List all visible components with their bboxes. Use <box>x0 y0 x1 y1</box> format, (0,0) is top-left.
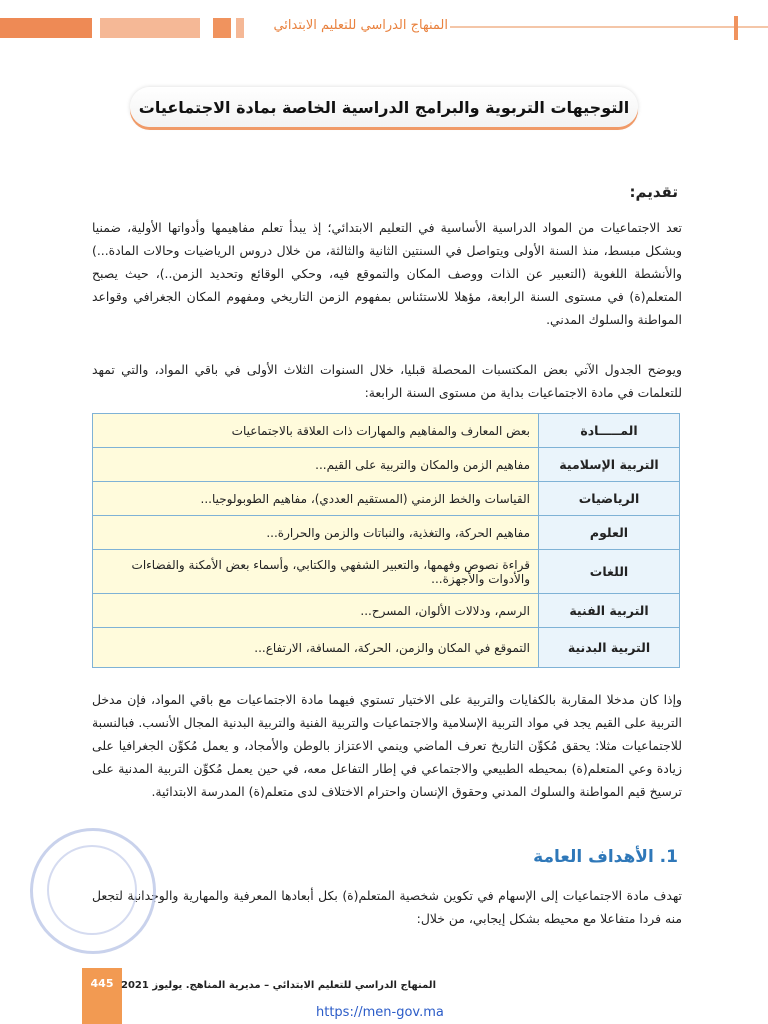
values-paragraph: وإذا كان مدخلا المقاربة بالكفايات والتربية على الاختيار تستوي فيهما مادة الاجتماعيات مع باقي المواد، فإن مدخل التربية على القيم يجد في مواد التربية الإسلامية والاجتماعيات والتربية الفنية والتربية البدنية المجال الأنسب. فبالنسبة للاجتماعيات مثلا: يحقق مُكوِّن التاريخ تعرف الماضي وينمي الاعتزاز بالوطن والأمجاد، و يعمل مُكوِّن الجغرافيا على زيادة وعي المتعلم(ة) بمحيطه الطبيعي والاجتماعي في إطار التفاعل معه، في حين يعمل مُكوِّن التربية المدنية على ترسيخ قيم المواطنة والسلوك المدني وحقوق الإنسان واحترام الاختلاف لدى متعلم(ة) المدرسة الابتدائية. <box>92 692 682 799</box>
table-cell-subject: العلوم <box>539 516 680 550</box>
table-row <box>93 448 680 482</box>
header-square-small <box>236 18 244 38</box>
ministry-stamp-icon <box>30 828 156 954</box>
intro-heading: تقديم: <box>629 183 678 201</box>
table-cell-desc: مفاهيم الحركة، والتغذية، والنباتات والزمن والحرارة... <box>93 516 539 550</box>
section-1-paragraph: تهدف مادة الاجتماعيات إلى الإسهام في تكوين شخصية المتعلم(ة) بكل أبعادها المعرفية والمهارية والوجدانية لتجعل منه فردا متفاعلا مع محيطه بشكل إيجابي، من خلال: <box>92 888 682 926</box>
table-header-row <box>93 414 680 448</box>
table-row <box>93 516 680 550</box>
header-end-mark <box>734 16 738 40</box>
header-stripe-mid <box>100 18 200 38</box>
table-cell-subject: التربية الإسلامية <box>539 448 680 482</box>
header-rule <box>450 26 768 28</box>
table-cell-desc: التموقع في المكان والزمن، الحركة، المسافة، الارتفاع... <box>93 628 539 668</box>
prior-knowledge-table <box>92 413 680 668</box>
table-cell-subject: التربية الفنية <box>539 594 680 628</box>
header-stripe-left <box>0 18 92 38</box>
main-title: التوجيهات التربوية والبرامج الدراسية الخاصة بمادة الاجتماعيات <box>138 97 630 117</box>
table-cell-desc: الرسم، ودلالات الألوان، المسرح... <box>93 594 539 628</box>
intro-paragraph-1: تعد الاجتماعيات من المواد الدراسية الأساسية في التعليم الابتدائي؛ إذ يبدأ تعلم مفاهيمها وأدواتها الأولية، ضمنيا وبشكل مبسط، منذ السنة الأولى ويتواصل في السنتين الثانية والثالثة، من خلال دروس الرياضيات وحالات المادة...) والأنشطة اللغوية (التعبير عن الذات ووصف المكان والتموقع فيه، وحكي الوقائع وتحديد الزمن..)، حيث يصبح المتعلم(ة) في مستوى السنة الرابعة، مؤهلا للاستئناس بمفهوم الزمن التاريخي ومفهوم المكان الجغرافي وقواعد المواطنة والسلوك المدني. <box>92 220 682 327</box>
table-cell-desc: القياسات والخط الزمني (المستقيم العددي)، مفاهيم الطوبولوجيا... <box>93 482 539 516</box>
intro-paragraph-2: ويوضح الجدول الآتي بعض المكتسبات المحصلة قبليا، خلال السنوات الثلاث الأولى في باقي المواد، والتي تمهد للتعلمات في مادة الاجتماعيات بداية من مستوى السنة الرابعة: <box>92 362 682 400</box>
running-title: المنهاج الدراسي للتعليم الابتدائي <box>273 18 448 33</box>
section-1-heading: 1. الأهداف العامة <box>533 847 678 867</box>
table-row <box>93 550 680 594</box>
footer-url-link[interactable]: https://men-gov.ma <box>316 1005 444 1020</box>
table-row <box>93 628 680 668</box>
table-header-subject: المـــــادة <box>539 414 680 448</box>
table-cell-subject: اللغات <box>539 550 680 594</box>
table-header-desc: بعض المعارف والمفاهيم والمهارات ذات العلاقة بالاجتماعيات <box>93 414 539 448</box>
main-title-box <box>130 87 638 127</box>
table-row <box>93 482 680 516</box>
header-square <box>213 18 231 38</box>
page-number: 445 <box>90 977 114 990</box>
table-row <box>93 594 680 628</box>
table-cell-desc: مفاهيم الزمن والمكان والتربية على القيم... <box>93 448 539 482</box>
table-cell-desc: قراءة نصوص وفهمها، والتعبير الشفهي والكتابي، وأسماء بعض الأمكنة والفضاءات والأدوات والأجهزة... <box>93 550 539 594</box>
footer-text: المنهاج الدراسي للتعليم الابتدائي – مديرية المناهج. يوليوز 2021 <box>121 980 436 991</box>
table-cell-subject: الرياضيات <box>539 482 680 516</box>
table-cell-subject: التربية البدنية <box>539 628 680 668</box>
